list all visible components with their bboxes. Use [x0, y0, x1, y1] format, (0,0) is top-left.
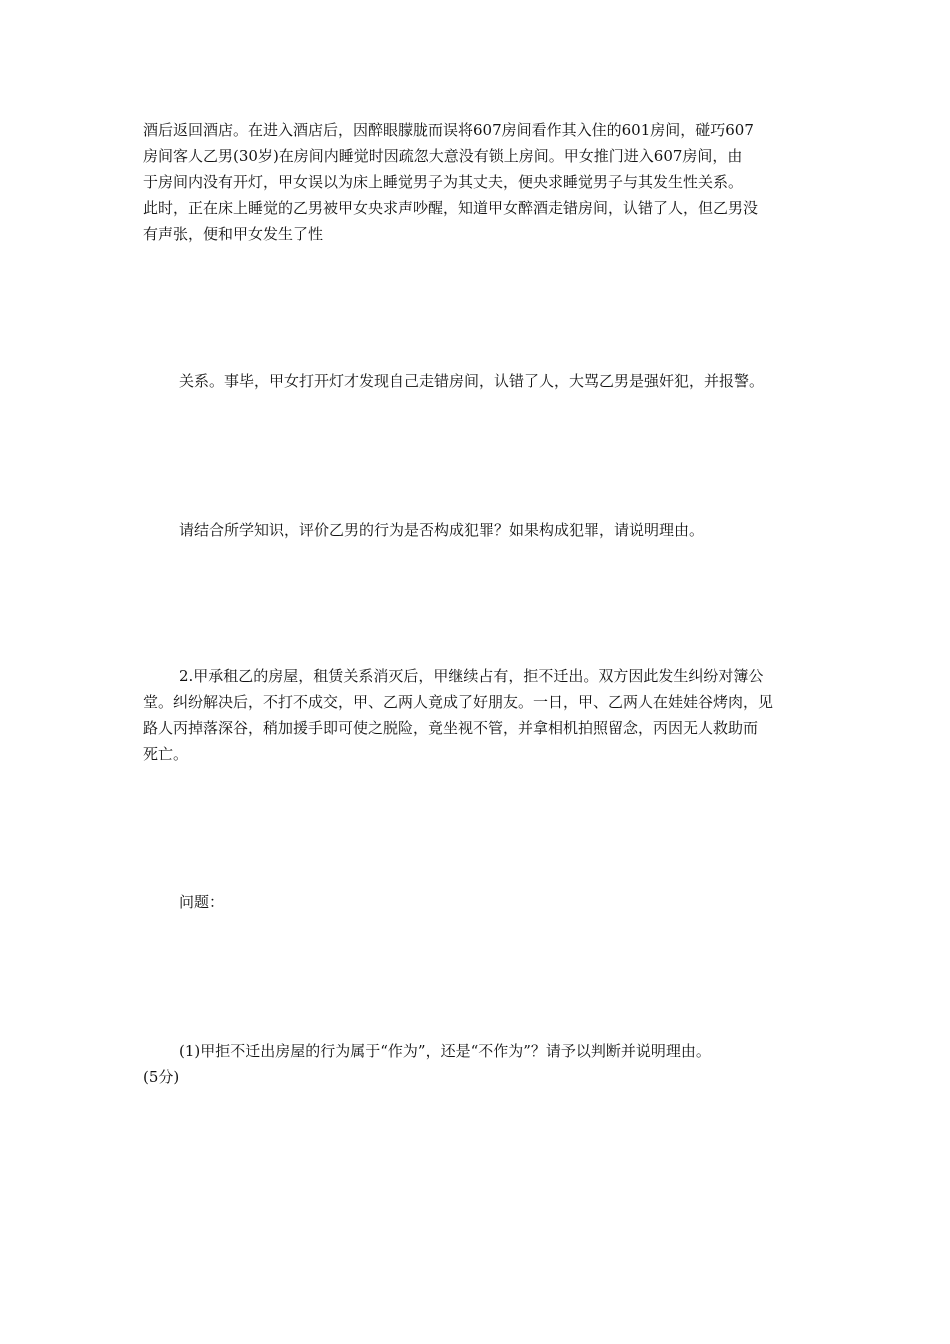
case-2-paragraph — [143, 663, 811, 767]
text-line: (5分) — [143, 1068, 180, 1086]
text-line: 房间客人乙男(30岁)在房间内睡觉时因疏忽大意没有锁上房间。甲女推门进入607房间，由 — [143, 147, 743, 165]
text-line: 关系。事毕，甲女打开灯才发现自己走错房间，认错了人，大骂乙男是强奸犯，并报警。 — [179, 372, 765, 390]
question-1 — [143, 1038, 811, 1090]
text-line: 2.甲承租乙的房屋，租赁关系消灭后，甲继续占有，拒不迁出。双方因此发生纠纷对簿公 — [179, 667, 764, 685]
text-line: 此时，正在床上睡觉的乙男被甲女央求声吵醒，知道甲女醉酒走错房间，认错了人，但乙男没 — [143, 199, 759, 217]
text-line: 酒后返回酒店。在进入酒店后，因醉眼朦胧而误将607房间看作其入住的601房间，碰巧607 — [143, 121, 754, 139]
question-prompt — [143, 517, 811, 543]
case-paragraph-1 — [143, 117, 811, 247]
question-heading — [143, 889, 811, 915]
text-line: 请结合所学知识，评价乙男的行为是否构成犯罪？如果构成犯罪，请说明理由。 — [179, 521, 705, 539]
text-line: 堂。纠纷解决后，不打不成交，甲、乙两人竟成了好朋友。一日，甲、乙两人在娃娃谷烤肉，见 — [143, 693, 774, 711]
text-line: 于房间内没有开灯，甲女误以为床上睡觉男子为其丈夫，便央求睡觉男子与其发生性关系。 — [143, 173, 744, 191]
text-line: 路人丙掉落深谷，稍加援手即可使之脱险，竟坐视不管，并拿相机拍照留念，丙因无人救助而 — [143, 719, 759, 737]
text-line: 死亡。 — [143, 745, 189, 763]
text-line: (1)甲拒不迁出房屋的行为属于“作为”，还是“不作为”？请予以判断并说明理由。 — [179, 1042, 711, 1060]
case-paragraph-2 — [143, 368, 811, 394]
text-line: 问题： — [179, 893, 225, 911]
text-line: 有声张，便和甲女发生了性 — [143, 225, 324, 243]
